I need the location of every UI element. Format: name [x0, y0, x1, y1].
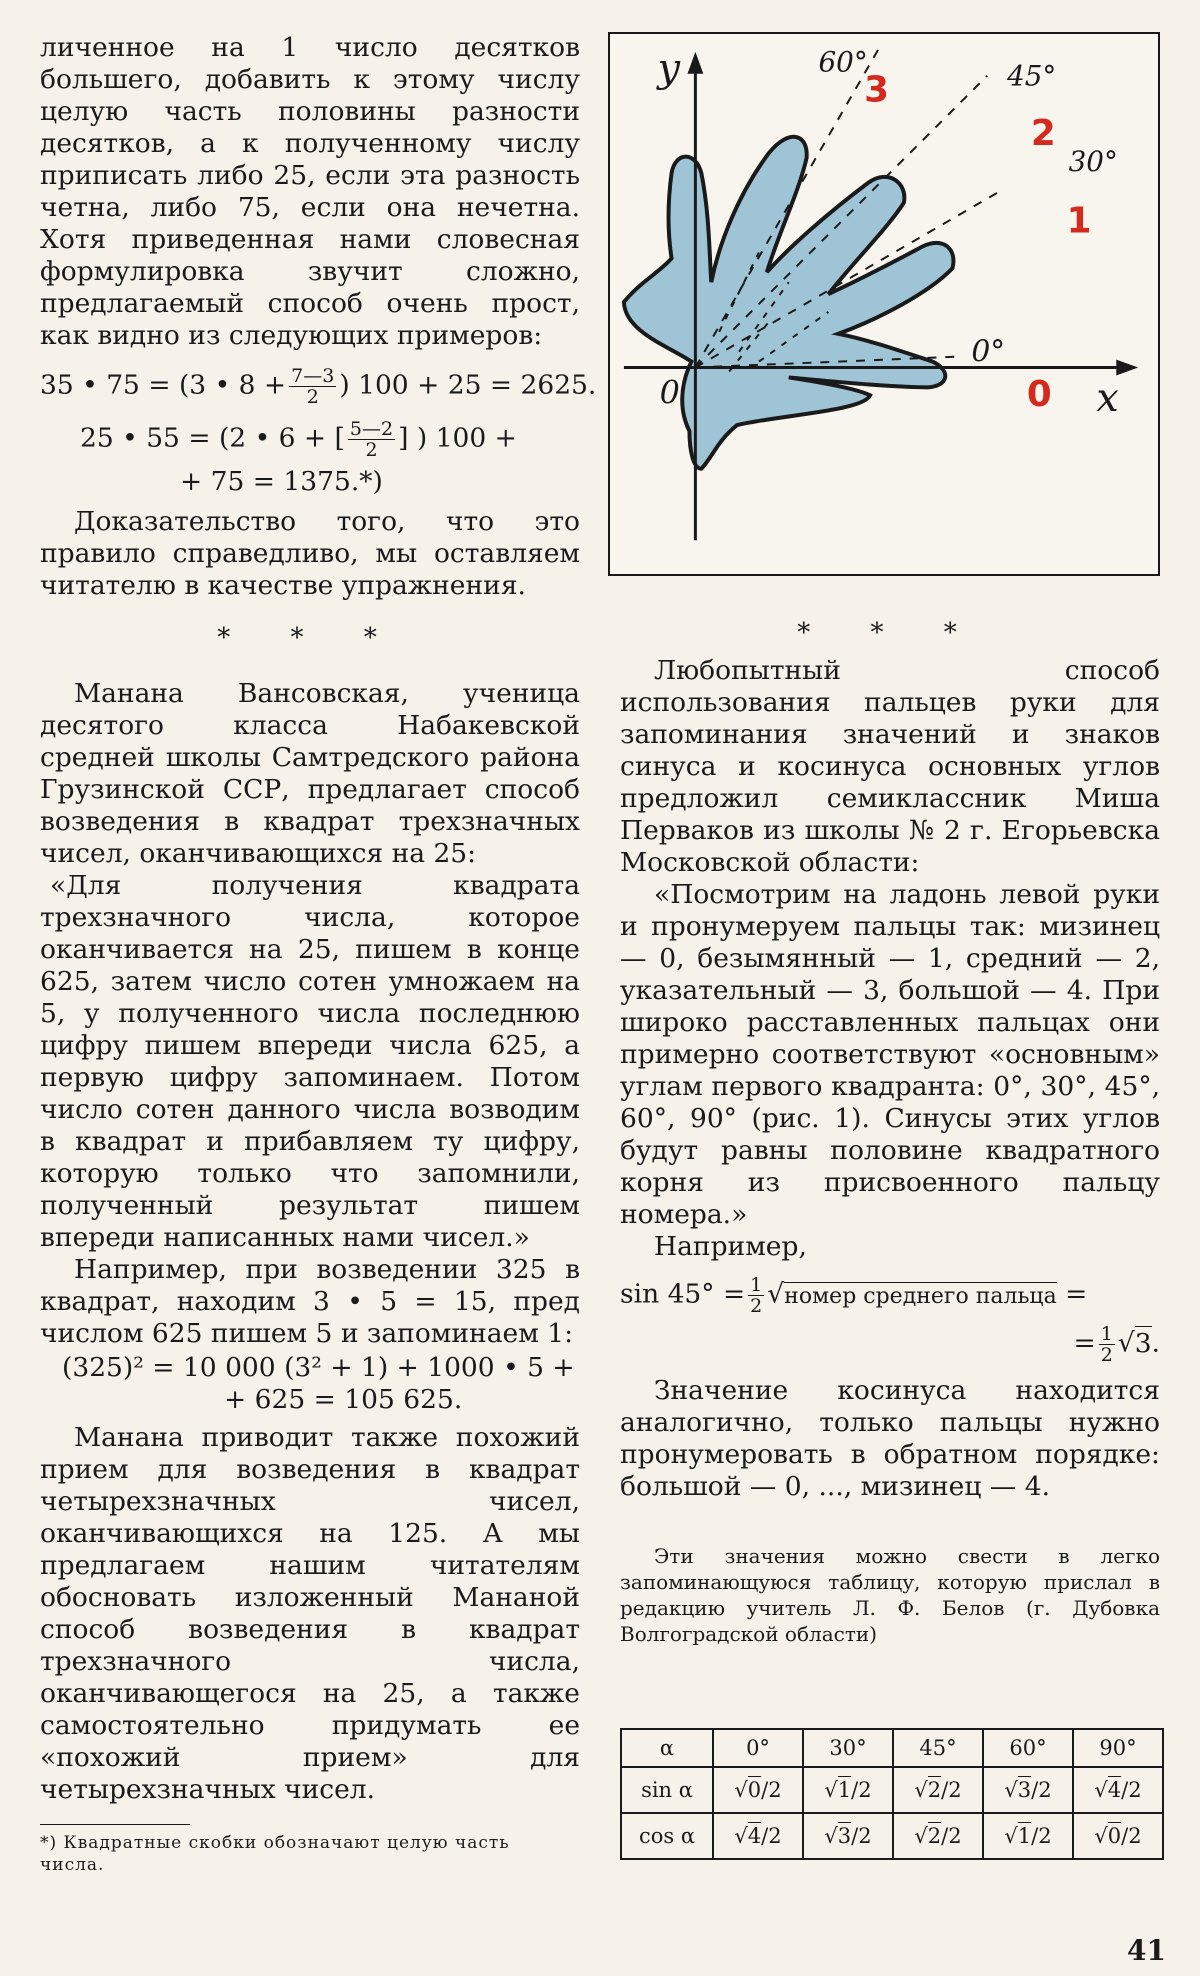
header-30: 30°: [803, 1729, 893, 1767]
formula-1-rhs: ) 100 + 25 = 2625.: [339, 369, 597, 401]
page-number: 41: [1127, 1934, 1166, 1967]
formula-1-denominator: 2: [306, 386, 319, 408]
formula-3: (325)² = 10 000 (3² + 1) + 1000 • 5 +: [62, 1352, 575, 1383]
sin45-equals: =: [1065, 1278, 1088, 1310]
sin45-radicand: номер среднего пальца: [784, 1283, 1057, 1309]
header-alpha: α: [621, 1729, 713, 1767]
table-header-row: [621, 1729, 1163, 1767]
angle-label-30: 30°: [1068, 144, 1118, 178]
finger-number-1: 1: [1066, 200, 1092, 242]
result-equals: =: [1073, 1327, 1096, 1359]
table-cell: √1/2: [983, 1813, 1073, 1859]
footnote-rule: [40, 1824, 190, 1825]
header-45: 45°: [893, 1729, 983, 1767]
trig-table: [620, 1728, 1164, 1860]
paragraph-cosine: Значение косинуса находится аналогично, только пальцы нужно пронумеровать в обратном порядке: большой — 0, ..., мизинец — 4.: [620, 1375, 1160, 1502]
formula-1: [40, 365, 597, 408]
x-label: x: [1096, 375, 1119, 422]
paragraph-manana: Манана Вансовская, ученица десятого класса Набакевской средней школы Самтредского района Грузинской ССР, предлагает способ возведения в квадрат трехзначных чисел, оканчивающихся на 25:: [40, 678, 580, 869]
formula-2-continued: + 75 = 1375.*): [180, 466, 383, 497]
row-label-sin: sin α: [621, 1767, 713, 1813]
table-row: [621, 1813, 1163, 1859]
formula-1-fraction: [289, 366, 336, 407]
formula-2-rhs: ] ) 100 +: [398, 422, 517, 454]
x-axis-arrow: [1116, 360, 1138, 376]
section-separator: * * *: [217, 623, 403, 653]
table-cell: √0/2: [1073, 1813, 1163, 1859]
hand-diagram: [610, 34, 1158, 574]
table-cell: √3/2: [983, 1767, 1073, 1813]
table-cell: √1/2: [803, 1767, 893, 1813]
origin-label: 0: [659, 375, 680, 412]
paragraph-intro: личенное на 1 число десятков большего, добавить к этому числу целую часть половины разности десятков, а к полученному числу приписать либо 25, если эта разность четна, либо 75, если она нечетна. Хотя приведенная нами словесная формулировка звучит сложно, предлагаемый способ очень прост, как видно из следующих примеров:: [40, 32, 580, 351]
table-row: [621, 1767, 1163, 1813]
header-60: 60°: [983, 1729, 1073, 1767]
hand-shape: [624, 137, 954, 469]
finger-number-3: 3: [864, 69, 890, 111]
table-cell: √0/2: [713, 1767, 803, 1813]
formula-2-fraction: [348, 419, 395, 460]
formula-2-denominator: 2: [365, 439, 378, 461]
result-period: .: [1151, 1327, 1160, 1359]
paragraph-conclusion: Манана приводит также похожий прием для возведения в квадрат четырехзначных чисел, оканчивающихся на 125. А мы предлагаем нашим читателям обосновать изложенный Мананой способ возведения в квадрат трехзначного числа, оканчивающегося на 25, а также самостоятельно придумать ее «похожий прием» для четырехзначных чисел.: [40, 1422, 580, 1805]
paragraph-table-intro: Эти значения можно свести в легко запоминающуюся таблицу, которую прислал в редакцию учитель Л. Ф. Белов (г. Дубовка Волгоградской области): [620, 1544, 1160, 1646]
angle-label-0: 0°: [971, 334, 1006, 370]
formula-2-lhs: 25 • 55 = (2 • 6 + [: [80, 422, 345, 454]
formula-2-numerator: 5—2: [349, 418, 394, 440]
header-90: 90°: [1073, 1729, 1163, 1767]
sin45-half-den: 2: [750, 1295, 763, 1317]
table-cell: √2/2: [893, 1767, 983, 1813]
paragraph-quote: «Для получения квадрата трехзначного числа, которое оканчивается на 25, пишем в конце 625, затем число сотен умножаем на 5, у полученного числа последнюю цифру пишем впереди числа 625, а первую цифру запоминаем. Потом число сотен данного числа возводим в квадрат и прибавляем ту цифру, которую только что запомнили, полученный результат пишем впереди написанных нами чисел.»: [40, 870, 580, 1253]
formula-1-lhs: 35 • 75 = (3 • 8 +: [40, 369, 287, 401]
paragraph-pervakov: Любопытный способ использования пальцев руки для запоминания значений и знаков синуса и косинуса основных углов предложил семиклассник Миша Перваков из школы № 2 г. Егорьевска Московской области:: [620, 655, 1160, 878]
y-label: y: [657, 45, 681, 92]
angle-label-60: 60°: [818, 45, 868, 79]
footnote: *) Квадратные скобки обозначают целую часть числа.: [40, 1833, 510, 1875]
formula-sin45: sin 45° = $\frac{1}{2}$ √номер среднего пальца =: [620, 1274, 1088, 1317]
result-half: [1099, 1324, 1115, 1365]
result-radicand: 3: [1134, 1327, 1152, 1359]
y-axis-arrow: [687, 52, 703, 74]
table-cell: √3/2: [803, 1813, 893, 1859]
finger-number-2: 2: [1030, 113, 1056, 155]
hand-figure: [608, 32, 1160, 576]
formula-sin45-result: = $\frac{1}{2}$ √3.: [1073, 1323, 1160, 1366]
result-half-den: 2: [1100, 1344, 1113, 1366]
paragraph-hand-quote: «Посмотрим на ладонь левой руки и пронумеруем пальцы так: мизинец — 0, безымянный — 1, средний — 2, указательный — 3, большой — 4. При широко расставленных пальцах они примерно соответствуют «основным» углам первого квадранта: 0°, 30°, 45°, 60°, 90° (рис. 1). Синусы этих углов будут равны половине квадратного корня из присвоенного пальцу номера.»: [620, 879, 1160, 1230]
right-separator: * * *: [797, 618, 983, 648]
formula-2: [40, 419, 580, 460]
paragraph-example: Например, при возведении 325 в квадрат, находим 3 • 5 = 15, пред числом 625 пишем 5 и запоминаем 1:: [40, 1254, 580, 1349]
table-cell: √4/2: [713, 1813, 803, 1859]
paragraph-proof: Доказательство того, что это правило справедливо, мы оставляем читателю в качестве упражнения.: [40, 506, 580, 601]
row-label-cos: cos α: [621, 1813, 713, 1859]
sin45-lhs: sin 45° =: [620, 1278, 746, 1310]
paragraph-for-example: Например,: [654, 1231, 807, 1262]
table-cell: √4/2: [1073, 1767, 1163, 1813]
formula-1-numerator: 7—3: [291, 365, 335, 387]
formula-3-continued: + 625 = 105 625.: [224, 1384, 463, 1415]
table-cell: √2/2: [893, 1813, 983, 1859]
right-column: [620, 655, 1160, 1647]
sin45-half: [748, 1275, 764, 1316]
left-column: [40, 32, 597, 1806]
angle-label-45: 45°: [1007, 59, 1057, 93]
result-half-num: 1: [1100, 1323, 1113, 1345]
finger-number-0: 0: [1026, 374, 1052, 416]
sin45-half-num: 1: [750, 1274, 763, 1296]
header-0: 0°: [713, 1729, 803, 1767]
